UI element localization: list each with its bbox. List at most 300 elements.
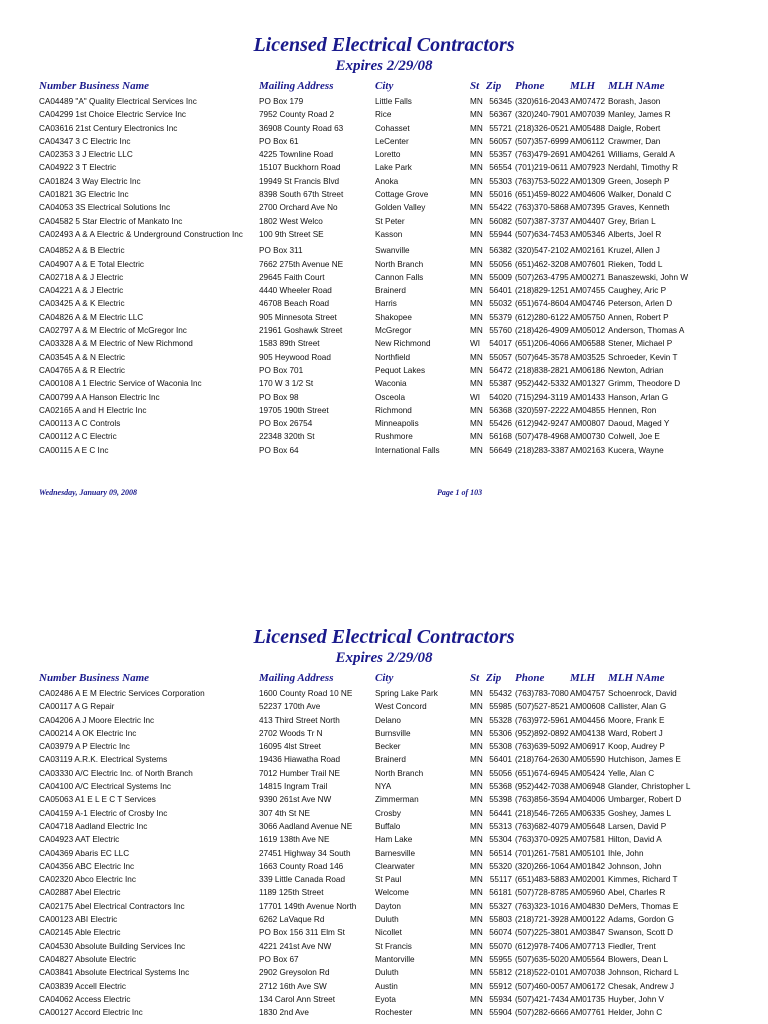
cell-state: MN: [470, 150, 483, 160]
table-row: [0, 299, 768, 312]
cell-mailing-address: 19705 190th Street: [259, 405, 329, 415]
cell-mailing-address: PO Box 98: [259, 392, 299, 402]
cell-phone: (507)527-8521: [515, 702, 569, 712]
cell-mlh: AM04006: [570, 795, 606, 805]
cell-city: West Concord: [375, 702, 427, 712]
cell-phone: (218)522-0101: [515, 968, 569, 978]
cell-number-business: CA03119 A.R.K. Electrical Systems: [39, 755, 168, 765]
cell-mailing-address: 1189 125th Street: [259, 888, 324, 898]
cell-number-business: CA04100 A/C Electrical Systems Inc: [39, 782, 171, 792]
cell-mlh: AM04746: [570, 299, 606, 309]
cell-state: MN: [470, 379, 483, 389]
cell-mailing-address: 16095 4lst Street: [259, 742, 321, 752]
cell-number-business: CA03839 Accell Electric: [39, 981, 126, 991]
cell-mlh: AM05750: [570, 312, 606, 322]
cell-city: International Falls: [375, 445, 440, 455]
cell-number-business: CA00112 A C Electric: [39, 432, 117, 442]
cell-zip: 56181: [489, 888, 512, 898]
cell-phone: (651)483-5883: [515, 875, 569, 885]
cell-zip: 56367: [489, 110, 512, 120]
cell-mlh: AM07713: [570, 941, 606, 951]
cell-mlh-name: Blowers, Dean L: [608, 954, 669, 964]
cell-mlh-name: Crawmer, Dan: [608, 136, 661, 146]
cell-number-business: CA04827 Absolute Electric: [39, 954, 136, 964]
cell-state: MN: [470, 229, 483, 239]
cell-city: Becker: [375, 742, 401, 752]
cell-city: Richmond: [375, 405, 412, 415]
cell-zip: 55934: [489, 994, 512, 1004]
cell-mlh-name: Annen, Robert P: [608, 312, 669, 322]
cell-zip: 56074: [489, 928, 512, 938]
cell-state: MN: [470, 352, 483, 362]
cell-mlh-name: Adams, Gordon G: [608, 915, 674, 925]
cell-mailing-address: 2702 Woods Tr N: [259, 728, 323, 738]
table-row: [0, 862, 768, 875]
cell-state: MN: [470, 246, 483, 256]
cell-city: Austin: [375, 981, 398, 991]
cell-mlh-name: Grimm, Theodore D: [608, 379, 681, 389]
cell-mlh-name: Ihle, John: [608, 848, 644, 858]
table-row: [0, 782, 768, 795]
table-row: [0, 809, 768, 822]
cell-mlh-name: Johnson, John: [608, 861, 662, 871]
cell-zip: 55057: [489, 352, 512, 362]
cell-mailing-address: 7952 County Road 2: [259, 110, 335, 120]
table-row: [0, 406, 768, 419]
cell-state: MN: [470, 203, 483, 213]
cell-number-business: CA04923 AAT Electric: [39, 835, 120, 845]
cell-city: Ham Lake: [375, 835, 413, 845]
cell-mlh: AM01735: [570, 994, 606, 1004]
cell-state: MN: [470, 795, 483, 805]
cell-number-business: CA02165 A and H Electric Inc: [39, 405, 147, 415]
cell-city: NYA: [375, 782, 392, 792]
header-zip: Zip: [486, 672, 502, 684]
report-title: Licensed Electrical Contractors: [253, 626, 515, 648]
cell-mlh-name: Stener, Michael P: [608, 339, 673, 349]
cell-mlh-name: Hilton, David A: [608, 835, 662, 845]
table-row: [0, 273, 768, 286]
footer-page-number: Page 1 of 103: [437, 488, 483, 497]
cell-mlh: AM05101: [570, 848, 606, 858]
table-row: [0, 97, 768, 110]
cell-number-business: CA05063 A1 E L E C T Services: [39, 795, 156, 805]
cell-phone: (507)728-8785: [515, 888, 569, 898]
cell-mlh: AM00608: [570, 702, 606, 712]
cell-mailing-address: 4225 Townline Road: [259, 150, 334, 160]
cell-state: MN: [470, 928, 483, 938]
cell-mailing-address: 19949 St Francis Blvd: [259, 176, 340, 186]
cell-phone: (612)280-6122: [515, 312, 569, 322]
cell-mlh: AM05564: [570, 954, 606, 964]
table-row: [0, 339, 768, 352]
cell-state: MN: [470, 97, 483, 106]
cell-mlh: AM04456: [570, 715, 606, 725]
cell-zip: 54020: [489, 392, 512, 402]
table-row: [0, 419, 768, 432]
cell-phone: (952)442-5332: [515, 379, 569, 389]
cell-number-business: CA01821 3G Electric Inc: [39, 190, 129, 200]
cell-zip: 55912: [489, 981, 512, 991]
cell-phone: (507)460-0057: [515, 981, 569, 991]
cell-number-business: CA00127 Accord Electric Inc: [39, 1008, 143, 1018]
cell-mlh-name: Borash, Jason: [608, 97, 661, 106]
cell-zip: 55426: [489, 419, 512, 429]
table-row: [0, 849, 768, 862]
cell-city: Rice: [375, 110, 392, 120]
table-row: [0, 955, 768, 968]
cell-city: Delano: [375, 715, 401, 725]
cell-mlh-name: Hennen, Ron: [608, 405, 657, 415]
cell-mailing-address: PO Box 311: [259, 246, 303, 256]
cell-number-business: CA04369 Abaris EC LLC: [39, 848, 130, 858]
cell-number-business: CA04053 3S Electrical Solutions Inc: [39, 203, 171, 213]
table-row: [0, 446, 768, 459]
table-row: [0, 150, 768, 163]
cell-phone: (320)616-2043: [515, 97, 569, 106]
cell-state: MN: [470, 216, 483, 226]
cell-zip: 55812: [489, 968, 512, 978]
cell-mlh: AM04606: [570, 190, 606, 200]
cell-phone: (651)674-6945: [515, 768, 569, 778]
cell-state: MN: [470, 808, 483, 818]
cell-state: MN: [470, 176, 483, 186]
footer-date: Wednesday, January 09, 2008: [39, 488, 137, 497]
cell-city: Loretto: [375, 150, 401, 160]
cell-phone: (218)764-2630: [515, 755, 569, 765]
cell-mlh-name: Manley, James R: [608, 110, 671, 120]
cell-mlh-name: Banaszewski, John W: [608, 272, 689, 282]
cell-mlh: AM07038: [570, 968, 606, 978]
cell-city: Minneapolis: [375, 419, 419, 429]
cell-zip: 55387: [489, 379, 512, 389]
cell-mailing-address: PO Box 156 311 Elm St: [259, 928, 345, 938]
cell-number-business: CA00123 ABI Electric: [39, 915, 118, 925]
cell-zip: 55760: [489, 326, 512, 336]
cell-mailing-address: 1663 County Road 146: [259, 861, 344, 871]
cell-mlh: AM06948: [570, 782, 606, 792]
cell-zip: 55070: [489, 941, 512, 951]
cell-number-business: CA04765 A & R Electric: [39, 365, 126, 375]
table-row: [0, 110, 768, 123]
cell-mlh-name: Ward, Robert J: [608, 728, 663, 738]
cell-mailing-address: 22348 320th St: [259, 432, 315, 442]
table-row: [0, 822, 768, 835]
table-row: [0, 203, 768, 216]
cell-phone: (763)370-0925: [515, 835, 569, 845]
cell-mlh-name: Umbarger, Robert D: [608, 795, 682, 805]
cell-mailing-address: 3066 Aadland Avenue NE: [259, 821, 353, 831]
cell-phone: (763)753-5022: [515, 176, 569, 186]
cell-mlh-name: Johnson, Richard L: [608, 968, 679, 978]
cell-zip: 55327: [489, 901, 512, 911]
cell-phone: (507)421-7434: [515, 994, 569, 1004]
cell-number-business: CA02486 A E M Electric Services Corporation: [39, 689, 205, 698]
cell-state: MN: [470, 326, 483, 336]
cell-number-business: CA02887 Abel Electric: [39, 888, 121, 898]
cell-mlh-name: Abel, Charles R: [608, 888, 666, 898]
cell-city: Welcome: [375, 888, 409, 898]
cell-mlh: AM05488: [570, 123, 606, 133]
cell-mlh-name: Rieken, Todd L: [608, 259, 663, 269]
cell-mailing-address: 307 4th St NE: [259, 808, 310, 818]
table-row: [0, 432, 768, 445]
cell-zip: 56401: [489, 286, 512, 296]
cell-zip: 56368: [489, 405, 512, 415]
cell-zip: 56441: [489, 808, 512, 818]
table-row: [0, 190, 768, 203]
cell-mailing-address: PO Box 61: [259, 136, 299, 146]
table-row: [0, 835, 768, 848]
cell-phone: (952)442-7038: [515, 782, 569, 792]
cell-state: MN: [470, 123, 483, 133]
cell-zip: 55398: [489, 795, 512, 805]
table-row: [0, 286, 768, 299]
cell-phone: (763)783-7080: [515, 689, 569, 698]
cell-mlh-name: Anderson, Thomas A: [608, 326, 685, 336]
cell-mailing-address: 170 W 3 1/2 St: [259, 379, 314, 389]
cell-mailing-address: 15107 Buckhorn Road: [259, 163, 341, 173]
cell-city: Nicollet: [375, 928, 402, 938]
cell-mailing-address: 29645 Faith Court: [259, 272, 325, 282]
cell-mailing-address: 905 Minnesota Street: [259, 312, 337, 322]
cell-number-business: CA03616 21st Century Electronics Inc: [39, 123, 178, 133]
cell-mlh-name: Kruzel, Allen J: [608, 246, 660, 256]
cell-mlh: AM05012: [570, 326, 606, 336]
cell-phone: (763)856-3594: [515, 795, 569, 805]
cell-phone: (218)546-7265: [515, 808, 569, 818]
cell-phone: (763)682-4079: [515, 821, 569, 831]
cell-zip: 55117: [489, 875, 512, 885]
cell-mailing-address: 905 Heywood Road: [259, 352, 331, 362]
cell-number-business: CA04356 ABC Electric Inc: [39, 861, 135, 871]
cell-mailing-address: 21961 Goshawk Street: [259, 326, 343, 336]
cell-mailing-address: 52237 170th Ave: [259, 702, 321, 712]
cell-state: MN: [470, 312, 483, 322]
cell-phone: (651)206-4066: [515, 339, 569, 349]
cell-zip: 56401: [489, 755, 512, 765]
cell-number-business: CA04852 A & B Electric: [39, 246, 125, 256]
cell-city: St Francis: [375, 941, 412, 951]
cell-mlh: AM04830: [570, 901, 606, 911]
cell-number-business: CA04206 A J Moore Electric Inc: [39, 715, 155, 725]
cell-mlh-name: Colwell, Joe E: [608, 432, 660, 442]
table-row: [0, 689, 768, 702]
cell-mailing-address: 36908 County Road 63: [259, 123, 344, 133]
cell-city: New Richmond: [375, 339, 431, 349]
cell-phone: (763)972-5961: [515, 715, 569, 725]
cell-city: Eyota: [375, 994, 396, 1004]
header-state: St: [470, 80, 480, 92]
cell-mlh: AM06588: [570, 339, 606, 349]
table-row: [0, 393, 768, 406]
table-row: [0, 995, 768, 1008]
cell-state: MN: [470, 888, 483, 898]
cell-mlh-name: Helder, John C: [608, 1008, 663, 1018]
cell-mailing-address: PO Box 26754: [259, 419, 313, 429]
table-row: [0, 326, 768, 339]
cell-mailing-address: 339 Little Canada Road: [259, 875, 346, 885]
cell-mlh: AM04757: [570, 689, 606, 698]
cell-mlh-name: Newton, Adrian: [608, 365, 664, 375]
cell-number-business: CA03841 Absolute Electrical Systems Inc: [39, 968, 190, 978]
table-row: [0, 366, 768, 379]
cell-mlh-name: Graves, Kenneth: [608, 203, 670, 213]
cell-number-business: CA04347 3 C Electric Inc: [39, 136, 131, 146]
cell-city: Buffalo: [375, 821, 401, 831]
cell-zip: 55009: [489, 272, 512, 282]
cell-mailing-address: 2902 Greysolon Rd: [259, 968, 330, 978]
cell-city: Kasson: [375, 229, 403, 239]
table-row: [0, 795, 768, 808]
cell-state: MN: [470, 365, 483, 375]
cell-phone: (507)645-3578: [515, 352, 569, 362]
header-mlh-name: MLH NAme: [608, 80, 665, 92]
cell-number-business: CA03545 A & N Electric: [39, 352, 126, 362]
header-state: St: [470, 672, 480, 684]
cell-mlh: AM02163: [570, 445, 606, 455]
cell-city: Shakopee: [375, 312, 412, 322]
cell-zip: 55944: [489, 229, 512, 239]
cell-phone: (507)225-3801: [515, 928, 569, 938]
contractor-table: [0, 97, 768, 459]
cell-city: Rochester: [375, 1008, 413, 1018]
table-row: [0, 246, 768, 259]
table-row: [0, 137, 768, 150]
cell-phone: (507)634-7453: [515, 229, 569, 239]
cell-mlh-name: Grey, Brian L: [608, 216, 656, 226]
cell-state: MN: [470, 861, 483, 871]
cell-phone: (218)838-2821: [515, 365, 569, 375]
cell-state: MN: [470, 110, 483, 120]
cell-phone: (507)635-5020: [515, 954, 569, 964]
cell-zip: 55303: [489, 176, 512, 186]
cell-zip: 56382: [489, 246, 512, 256]
cell-mlh-name: Schroeder, Kevin T: [608, 352, 678, 362]
cell-city: Zimmerman: [375, 795, 419, 805]
cell-state: MN: [470, 941, 483, 951]
cell-phone: (320)547-2102: [515, 246, 569, 256]
cell-city: Brainerd: [375, 286, 406, 296]
header-city: City: [375, 672, 394, 684]
cell-state: MN: [470, 136, 483, 146]
cell-mailing-address: 1802 West Welco: [259, 216, 323, 226]
cell-city: North Branch: [375, 259, 424, 269]
cell-phone: (952)892-0892: [515, 728, 569, 738]
cell-mailing-address: 4221 241st Ave NW: [259, 941, 332, 951]
cell-mlh-name: Caughey, Aric P: [608, 286, 667, 296]
cell-state: MN: [470, 768, 483, 778]
cell-zip: 55320: [489, 861, 512, 871]
table-row: [0, 702, 768, 715]
cell-state: MN: [470, 432, 483, 442]
cell-mlh-name: Hanson, Arlan G: [608, 392, 669, 402]
cell-state: MN: [470, 968, 483, 978]
cell-zip: 56082: [489, 216, 512, 226]
header-mailing-address: Mailing Address: [259, 672, 334, 684]
cell-city: Barnesville: [375, 848, 416, 858]
cell-state: MN: [470, 981, 483, 991]
table-row: [0, 982, 768, 995]
cell-phone: (507)478-4968: [515, 432, 569, 442]
cell-state: WI: [470, 339, 481, 349]
cell-mlh: AM07455: [570, 286, 606, 296]
cell-phone: (507)357-6999: [515, 136, 569, 146]
cell-mlh: AM03847: [570, 928, 606, 938]
cell-state: MN: [470, 728, 483, 738]
cell-zip: 55985: [489, 702, 512, 712]
cell-mailing-address: PO Box 64: [259, 445, 299, 455]
cell-zip: 55328: [489, 715, 512, 725]
cell-number-business: CA04159 A-1 Electric of Crosby Inc: [39, 808, 168, 818]
header-mlh-name: MLH NAme: [608, 672, 665, 684]
cell-phone: (701)219-0611: [515, 163, 569, 173]
cell-mlh: AM05346: [570, 229, 606, 239]
cell-number-business: CA04907 A & E Total Electric: [39, 259, 144, 269]
cell-state: MN: [470, 835, 483, 845]
table-row: [0, 217, 768, 230]
report-subtitle: Expires 2/29/08: [335, 58, 433, 74]
table-row: [0, 163, 768, 176]
cell-mailing-address: 6262 LaVaque Rd: [259, 915, 325, 925]
cell-state: MN: [470, 299, 483, 309]
cell-zip: 56554: [489, 163, 512, 173]
cell-mlh-name: Larsen, David P: [608, 821, 667, 831]
cell-mlh: AM05590: [570, 755, 606, 765]
cell-state: MN: [470, 163, 483, 173]
cell-mlh: AM04407: [570, 216, 606, 226]
cell-mailing-address: 2700 Orchard Ave No: [259, 203, 338, 213]
cell-state: MN: [470, 689, 483, 698]
cell-zip: 55016: [489, 190, 512, 200]
report-title: Licensed Electrical Contractors: [253, 34, 515, 56]
cell-mlh: AM07472: [570, 97, 606, 106]
cell-phone: (763)370-5868: [515, 203, 569, 213]
contractor-table: [0, 689, 768, 1021]
cell-phone: (763)323-1016: [515, 901, 569, 911]
cell-zip: 56514: [489, 848, 512, 858]
header-number-business: Number Business Name: [39, 80, 150, 92]
cell-number-business: CA04489 "A" Quality Electrical Services Inc: [39, 97, 197, 106]
cell-phone: (320)240-7901: [515, 110, 569, 120]
cell-state: MN: [470, 915, 483, 925]
cell-mlh-name: Swanson, Scott D: [608, 928, 674, 938]
cell-state: MN: [470, 1008, 483, 1018]
cell-mlh-name: Walker, Donald C: [608, 190, 672, 200]
header-phone: Phone: [515, 80, 545, 92]
cell-mlh-name: Alberts, Joel R: [608, 229, 662, 239]
header-zip: Zip: [486, 80, 502, 92]
table-row: [0, 1008, 768, 1021]
cell-zip: 55721: [489, 123, 512, 133]
cell-phone: (612)942-9247: [515, 419, 569, 429]
cell-mlh: AM02001: [570, 875, 606, 885]
cell-city: Mantorville: [375, 954, 415, 964]
table-row: [0, 230, 768, 243]
cell-zip: 55306: [489, 728, 512, 738]
cell-number-business: CA03425 A & K Electric: [39, 299, 125, 309]
cell-mailing-address: 1830 2nd Ave: [259, 1008, 309, 1018]
table-row: [0, 729, 768, 742]
cell-mlh: AM00807: [570, 419, 606, 429]
cell-number-business: CA03979 A P Electric Inc: [39, 742, 130, 752]
cell-city: St Peter: [375, 216, 405, 226]
table-row: [0, 379, 768, 392]
cell-state: MN: [470, 419, 483, 429]
table-row: [0, 888, 768, 901]
table-row: [0, 124, 768, 137]
cell-state: MN: [470, 702, 483, 712]
